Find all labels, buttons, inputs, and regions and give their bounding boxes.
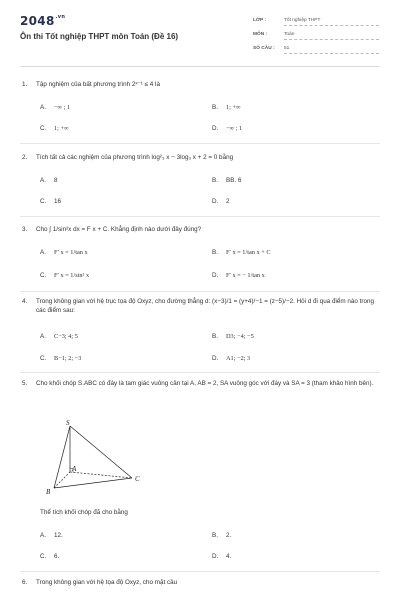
question-divider xyxy=(20,571,380,572)
question-divider xyxy=(20,372,380,373)
question-text: Trong không gian với hệ trục tọa độ Oxyz, cho đường thẳng d: (x−3)/1 = (y+4)/−1 = (z−5)/−2. Hỏi d đi qua điểm nào trong các điểm sau: xyxy=(36,298,374,314)
document-header: $2048^{.vn}$ Ôn thi Tốt nghiệp THPT môn Toán (Đề 16) LỚP : Tốt nghiệp THPT MÔN : Toán SỐ CÂU : 51 xyxy=(0,0,400,64)
edge-sb xyxy=(54,426,70,488)
edge-ac xyxy=(70,472,132,478)
question-divider xyxy=(20,216,380,217)
question-text: Cho khối chóp S.ABC có đáy là tam giác vuông cân tại A, AB = 2, SA vuông góc với đáy và SA = 3 (tham khảo hình bên). xyxy=(36,380,374,387)
header-divider xyxy=(20,66,380,67)
question-text: Tập nghiệm của bất phương trình 2ˣ⁻¹ ≤ 4 là xyxy=(36,81,160,88)
question-divider xyxy=(20,143,380,144)
label-c: C xyxy=(135,475,140,483)
label-a: A xyxy=(72,465,77,473)
question-text: Tích tất cả các nghiệm của phương trình log²₃ x − 3log₃ x + 2 = 0 bằng xyxy=(36,154,234,161)
edge-sc xyxy=(70,426,132,478)
question-text: Cho ∫ 1/sin²x dx = F x + C. Khẳng định nào dưới đây đúng? xyxy=(36,226,202,233)
edge-bc xyxy=(54,478,132,488)
label-s: S xyxy=(66,419,70,427)
question-divider xyxy=(20,291,380,292)
question-text: Trong không gian với hệ tọa độ Oxyz, cho mặt cầu xyxy=(36,579,178,586)
page-title: Ôn thi Tốt nghiệp THPT môn Toán (Đề 16) xyxy=(20,32,179,41)
label-b: B xyxy=(46,488,51,496)
pyramid-figure xyxy=(40,414,150,498)
brand-logo[interactable]: $2048^{.vn}$ xyxy=(20,14,66,28)
